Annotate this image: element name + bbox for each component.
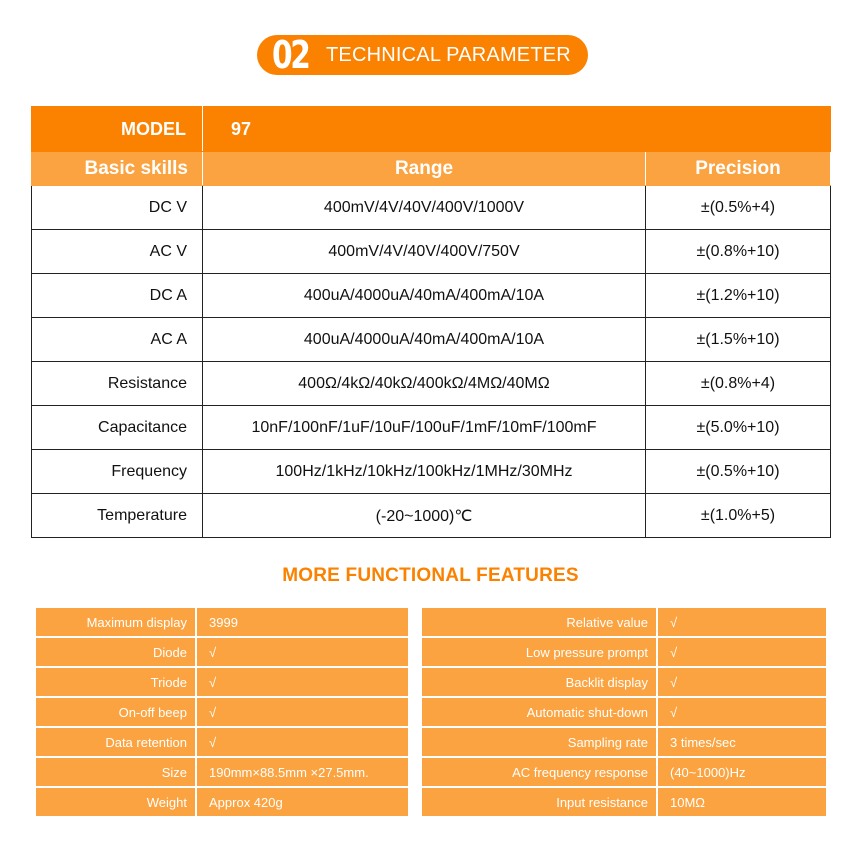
feature-value: √ bbox=[657, 637, 826, 667]
feature-label: Diode bbox=[36, 637, 196, 667]
spec-table bbox=[31, 106, 831, 538]
table-row bbox=[32, 450, 831, 494]
skill-cell: Capacitance bbox=[32, 406, 203, 450]
section-number: 02 bbox=[272, 33, 309, 77]
feature-row bbox=[422, 727, 826, 757]
model-label: MODEL bbox=[32, 107, 203, 152]
range-cell: 400mV/4V/40V/400V/750V bbox=[203, 230, 646, 274]
range-cell: 10nF/100nF/1uF/10uF/100uF/1mF/10mF/100mF bbox=[203, 406, 646, 450]
skill-cell: Temperature bbox=[32, 494, 203, 538]
precision-cell: ±(0.8%+4) bbox=[646, 362, 831, 406]
feature-value: √ bbox=[657, 608, 826, 637]
feature-row bbox=[36, 757, 408, 787]
features-table-right bbox=[422, 608, 826, 816]
feature-value: √ bbox=[657, 667, 826, 697]
feature-value: 10MΩ bbox=[657, 787, 826, 816]
column-header: Basic skills bbox=[32, 152, 203, 186]
model-row bbox=[32, 107, 831, 152]
features-title: MORE FUNCTIONAL FEATURES bbox=[282, 565, 579, 586]
feature-row bbox=[36, 787, 408, 816]
range-cell: 400mV/4V/40V/400V/1000V bbox=[203, 186, 646, 230]
feature-value: 3 times/sec bbox=[657, 727, 826, 757]
feature-row bbox=[36, 667, 408, 697]
skill-cell: Frequency bbox=[32, 450, 203, 494]
feature-label: Maximum display bbox=[36, 608, 196, 637]
feature-row bbox=[36, 608, 408, 637]
precision-cell: ±(0.5%+10) bbox=[646, 450, 831, 494]
features-table-left bbox=[36, 608, 408, 816]
model-value: 97 bbox=[203, 107, 831, 152]
feature-row bbox=[422, 787, 826, 816]
feature-label: Automatic shut-down bbox=[422, 697, 657, 727]
table-row bbox=[32, 274, 831, 318]
feature-label: Weight bbox=[36, 787, 196, 816]
section-title: TECHNICAL PARAMETER bbox=[326, 43, 571, 66]
feature-row bbox=[422, 697, 826, 727]
feature-value: 3999 bbox=[196, 608, 408, 637]
column-header: Precision bbox=[646, 152, 831, 186]
range-cell: 100Hz/1kHz/10kHz/100kHz/1MHz/30MHz bbox=[203, 450, 646, 494]
table-row bbox=[32, 494, 831, 538]
feature-row bbox=[36, 697, 408, 727]
feature-value: Approx 420g bbox=[196, 787, 408, 816]
table-header-row bbox=[32, 152, 831, 186]
feature-label: Backlit display bbox=[422, 667, 657, 697]
feature-row bbox=[36, 727, 408, 757]
feature-value: √ bbox=[196, 667, 408, 697]
feature-label: Sampling rate bbox=[422, 727, 657, 757]
table-row bbox=[32, 186, 831, 230]
feature-value: √ bbox=[196, 727, 408, 757]
feature-label: Relative value bbox=[422, 608, 657, 637]
feature-label: Input resistance bbox=[422, 787, 657, 816]
precision-cell: ±(5.0%+10) bbox=[646, 406, 831, 450]
feature-label: On-off beep bbox=[36, 697, 196, 727]
precision-cell: ±(1.5%+10) bbox=[646, 318, 831, 362]
table-row bbox=[32, 230, 831, 274]
feature-value: √ bbox=[196, 637, 408, 667]
feature-value: √ bbox=[196, 697, 408, 727]
precision-cell: ±(1.0%+5) bbox=[646, 494, 831, 538]
feature-value: (40~1000)Hz bbox=[657, 757, 826, 787]
feature-label: Size bbox=[36, 757, 196, 787]
range-cell: (-20~1000)℃ bbox=[203, 494, 646, 538]
feature-value: 190mm×88.5mm ×27.5mm. bbox=[196, 757, 408, 787]
section-header bbox=[257, 35, 588, 75]
range-cell: 400uA/4000uA/40mA/400mA/10A bbox=[203, 318, 646, 362]
range-cell: 400Ω/4kΩ/40kΩ/400kΩ/4MΩ/40MΩ bbox=[203, 362, 646, 406]
table-row bbox=[32, 406, 831, 450]
skill-cell: DC A bbox=[32, 274, 203, 318]
feature-row bbox=[36, 637, 408, 667]
precision-cell: ±(1.2%+10) bbox=[646, 274, 831, 318]
precision-cell: ±(0.5%+4) bbox=[646, 186, 831, 230]
feature-row bbox=[422, 608, 826, 637]
feature-label: Data retention bbox=[36, 727, 196, 757]
feature-row bbox=[422, 757, 826, 787]
feature-label: Triode bbox=[36, 667, 196, 697]
skill-cell: AC V bbox=[32, 230, 203, 274]
column-header: Range bbox=[203, 152, 646, 186]
skill-cell: Resistance bbox=[32, 362, 203, 406]
skill-cell: DC V bbox=[32, 186, 203, 230]
feature-row bbox=[422, 667, 826, 697]
range-cell: 400uA/4000uA/40mA/400mA/10A bbox=[203, 274, 646, 318]
feature-row bbox=[422, 637, 826, 667]
feature-value: √ bbox=[657, 697, 826, 727]
table-row bbox=[32, 362, 831, 406]
feature-label: Low pressure prompt bbox=[422, 637, 657, 667]
table-row bbox=[32, 318, 831, 362]
precision-cell: ±(0.8%+10) bbox=[646, 230, 831, 274]
skill-cell: AC A bbox=[32, 318, 203, 362]
feature-label: AC frequency response bbox=[422, 757, 657, 787]
